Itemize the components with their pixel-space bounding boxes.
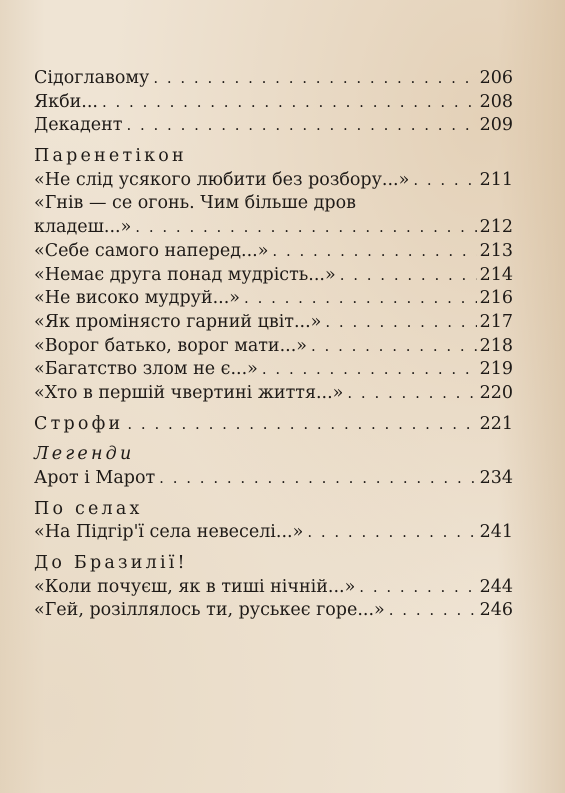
dot-leader — [389, 599, 477, 623]
dot-leader — [126, 114, 476, 138]
dot-leader — [347, 382, 476, 406]
toc-entry — [34, 264, 513, 288]
dot-leader — [413, 169, 476, 193]
toc-entry-title: «Не слід усякого любити без розбору...» — [34, 169, 410, 190]
dot-leader — [340, 264, 477, 288]
toc-entry-title: «Гей, розіллялось ти, руськеє горе...» — [34, 600, 385, 621]
toc-entry-title: Якби... — [34, 91, 98, 112]
toc-entry-page: 219 — [479, 359, 513, 380]
dot-leader — [153, 67, 476, 91]
toc-entry-title: «Себе самого наперед...» — [34, 240, 269, 261]
toc-entry-page: 246 — [479, 600, 513, 621]
table-of-contents — [34, 67, 513, 623]
toc-entry-page: 213 — [479, 240, 513, 261]
toc-entry — [34, 311, 513, 335]
toc-entry — [34, 114, 513, 138]
toc-entry-title: Декадент — [34, 115, 123, 136]
section-heading-legendy: Легенди — [34, 444, 135, 465]
toc-entry — [34, 287, 513, 311]
toc-entry — [34, 91, 513, 115]
section-heading-parenetikon: Паренетікон — [34, 146, 187, 167]
toc-entry-title: Сідоглавому — [34, 68, 150, 88]
toc-entry-title: Арот і Марот — [34, 468, 156, 488]
toc-entry-title: «Багатство злом не є...» — [34, 359, 258, 380]
toc-entry-page: 218 — [479, 335, 513, 356]
toc-entry — [34, 169, 513, 193]
dot-leader — [311, 335, 477, 359]
toc-entry — [34, 576, 513, 600]
toc-entry-title: «Коли почуєш, як в тиші нічній...» — [34, 576, 356, 597]
section-heading-strofy: Строфи — [34, 413, 124, 434]
toc-entry-title: «Немає друга понад мудрість...» — [34, 264, 336, 285]
toc-entry-page: 216 — [479, 288, 513, 309]
toc-entry-page: 208 — [479, 91, 513, 112]
toc-entry — [34, 599, 513, 623]
toc-entry-strofy — [34, 413, 513, 437]
toc-entry-page: 241 — [479, 522, 513, 543]
dot-leader — [244, 287, 477, 311]
toc-entry — [34, 240, 513, 264]
dot-leader — [127, 413, 476, 437]
toc-entry — [34, 335, 513, 359]
toc-entry — [34, 382, 513, 406]
toc-entry-title: «Хто в першій чвертині життя...» — [34, 382, 344, 403]
toc-entry-title: «Ворог батько, ворог мати...» — [34, 335, 307, 356]
dot-leader — [272, 240, 476, 264]
toc-entry-title-line2: кладеш...» — [34, 217, 132, 238]
toc-entry-line2 — [34, 216, 513, 240]
toc-entry — [34, 192, 513, 239]
toc-entry — [34, 467, 513, 491]
toc-entry — [34, 521, 513, 545]
toc-entry-page: 221 — [479, 413, 513, 434]
toc-entry-page: 220 — [479, 382, 513, 403]
toc-entry-title: «Як промінясто гарний цвіт...» — [34, 311, 322, 332]
toc-entry-page: 206 — [479, 68, 513, 88]
toc-entry-page: 234 — [479, 468, 513, 488]
toc-entry-page: 244 — [479, 576, 513, 597]
toc-entry-page: 212 — [479, 217, 513, 238]
toc-entry-title: «Не високо мудруй...» — [34, 288, 241, 309]
toc-entry-page: 217 — [479, 311, 513, 332]
toc-entry-page: 214 — [479, 264, 513, 285]
dot-leader — [307, 521, 476, 545]
dot-leader — [325, 311, 476, 335]
toc-entry-title: «На Підгір'ї села невеселі...» — [34, 522, 304, 543]
toc-entry-page: 209 — [479, 115, 513, 136]
dot-leader — [102, 91, 477, 115]
dot-leader — [159, 467, 476, 491]
toc-entry-page: 211 — [479, 169, 513, 190]
section-heading-po-selakh: По селах — [34, 498, 143, 519]
section-heading-do-brazylii: До Бразилії! — [34, 553, 188, 574]
toc-entry — [34, 67, 513, 91]
dot-leader — [262, 358, 477, 382]
toc-entry-title-line1: «Гнів — се огонь. Чим більше дров — [34, 193, 357, 214]
dot-leader — [135, 216, 476, 240]
toc-entry — [34, 358, 513, 382]
dot-leader — [359, 576, 476, 600]
